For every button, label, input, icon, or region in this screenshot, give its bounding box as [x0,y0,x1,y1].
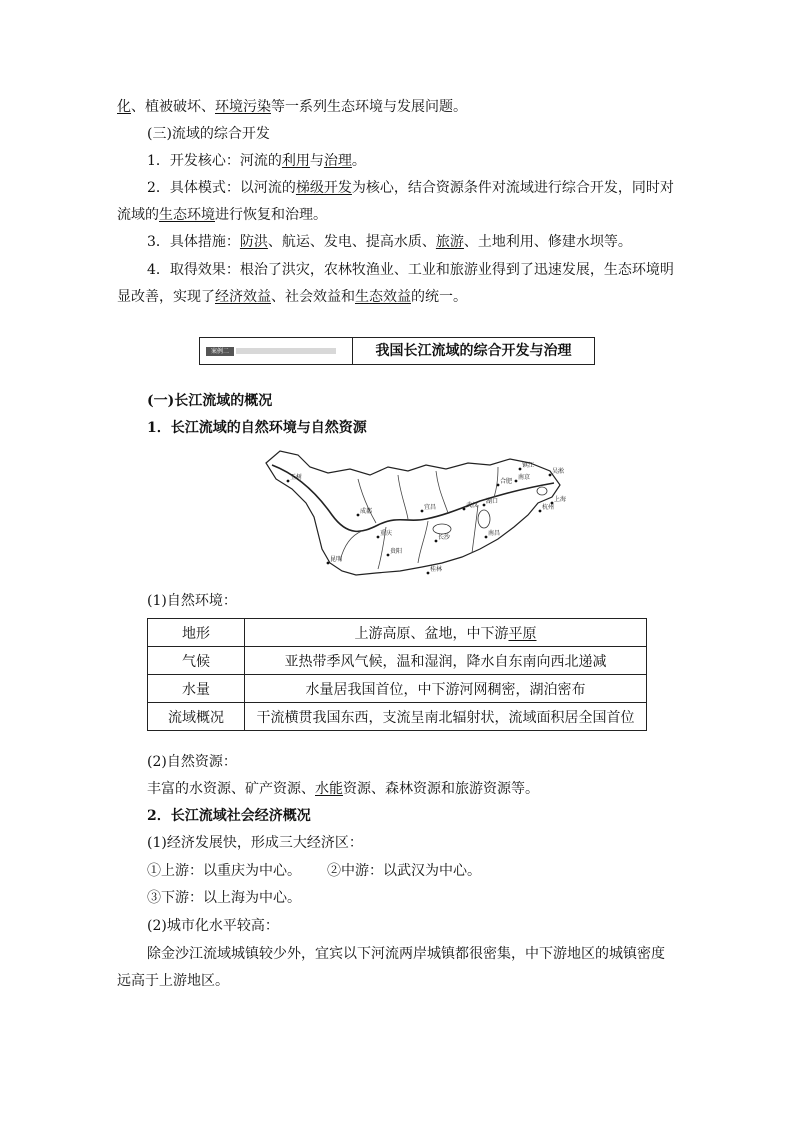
city-label: 湖口 [486,498,499,505]
table-row [148,647,647,675]
overview-sub2: 2．长江流域社会经济概况 [147,808,311,824]
city-dot [519,468,522,471]
text-underlined: 平原 [508,625,537,642]
tributary-8 [494,467,498,497]
table-key-cell: 地形 [148,619,245,647]
city-label: 宜昌 [424,504,437,511]
text-underlined: 旅游 [435,234,464,250]
text: 、土地利用、修建水坝等。 [463,234,632,250]
text: 3．具体措施： [147,234,240,250]
city-label: 南昌 [488,530,501,537]
yangtze-basin-map [258,445,568,581]
tributary-5 [472,505,478,553]
city-label: 武汉 [466,502,479,509]
city-dot [435,540,438,543]
text: 亚热带季风气候，温和湿润，降水自东南向西北递减 [284,653,607,670]
case-chip: 案例二 [206,347,234,356]
item-3 [147,232,632,252]
city-dot [421,510,424,513]
text: 进行恢复和治理。 [215,207,327,223]
tributary-3 [436,471,448,513]
econ-row [147,861,481,881]
resources-label: (2)自然资源： [147,754,237,770]
text-underlined: 生态效益 [355,289,411,305]
text: 流域的 [117,207,159,223]
city-dot [377,536,380,539]
text-underlined: 梯级开发 [295,180,352,196]
environment-table [147,618,647,731]
city-dot [497,484,500,487]
city-label: 贵阳 [390,548,403,555]
table-key-cell: 水量 [148,675,245,703]
text: 干流横贯我国东西，支流呈南北辐射状，流域面积居全国首位 [256,709,635,726]
tributary-1 [358,479,376,523]
city-dot [357,514,360,517]
decorative-bar [236,348,336,354]
city-label: 昆明 [330,556,343,563]
urban-text-line2: 远高于上游地区。 [117,973,229,989]
item-4-line1: 4．取得效果：根治了洪灾，农林牧渔业、工业和旅游业得到了迅速发展，生态环境明 [147,262,674,278]
econ-label: (1)经济发展快，形成三大经济区： [147,835,363,851]
city-dot [463,508,466,511]
table-key-cell: 流域概况 [148,703,245,731]
text: 等一系列生态环境与发展问题。 [271,99,467,115]
city-dot [539,510,542,513]
lake-tai [537,487,547,495]
table-row [148,675,647,703]
text: 水量居我国首位，中下游河网稠密，湖泊密布 [305,681,586,698]
text: 、植被破坏、 [131,99,215,115]
text: 显改善，实现了 [117,289,215,305]
text: 1．开发核心：河流的 [147,153,282,169]
city-label: 镇江 [522,462,535,469]
city-dot [515,480,518,483]
table-value-cell [245,675,647,703]
city-label: 合肥 [500,478,513,485]
city-label: 桂林 [430,566,443,573]
overview-heading: (一)长江流域的概况 [147,393,273,409]
text: 上游高原、盆地，中下游 [354,625,509,642]
table-value-cell [245,619,647,647]
city-dot [327,562,330,565]
city-label: 南京 [518,474,531,481]
text-underlined: 环境污染 [215,99,271,115]
text: 资源、森林资源和旅游资源等。 [343,781,539,797]
table-value-cell [245,703,647,731]
text: 、航运、发电、提高水质、 [267,234,436,250]
text: 与 [309,153,324,169]
basin-outline [266,451,560,575]
text: 2．具体模式：以河流的 [147,180,296,196]
item-4-line2 [117,287,467,307]
text: 。 [351,153,366,169]
city-dot [287,480,290,483]
environment-table-body [148,619,647,731]
section-heading: (三)流域的综合开发 [147,126,270,142]
resources-text [147,779,539,799]
text: 为核心，结合资源条件对流域进行综合开发，同时对 [351,180,674,196]
city-label: 上海 [554,496,567,503]
city-dot [387,554,390,557]
tributary-4 [418,521,428,563]
urban-text-line1: 除金沙江流域城镇较少外，宜宾以下河流两岸城镇都很密集，中下游地区的城镇密度 [147,946,665,962]
lake-poyang [478,510,490,528]
text-underlined: 利用 [281,153,310,169]
text: 的统一。 [411,289,467,305]
item-1 [147,151,366,171]
nature-env-label: (1)自然环境： [147,593,237,609]
overview-sub1: 1．长江流域的自然环境与自然资源 [147,420,367,436]
case-title: 我国长江流域的综合开发与治理 [375,343,572,359]
text-underlined: 生态环境 [159,207,215,223]
case-tag [200,338,353,364]
text-underlined: 治理 [323,153,352,169]
text-underlined: 水能 [315,781,343,797]
econ-upstream: ①上游：以重庆为中心。 [147,863,301,879]
table-key-cell: 气候 [148,647,245,675]
city-dot [485,536,488,539]
city-dot [549,474,552,477]
text: 丰富的水资源、矿产资源、 [147,781,315,797]
intro-line [117,97,467,117]
text-underlined: 防洪 [239,234,268,250]
city-label: 成都 [360,508,373,515]
city-dot [483,504,486,507]
table-value-cell [245,647,647,675]
tributary-2 [398,475,408,519]
city-label: 吴淞 [552,468,565,475]
text-underlined: 化 [117,99,131,115]
tributary-7 [340,531,362,561]
city-dot [427,572,430,575]
city-label: 杭州 [542,504,555,511]
econ-downstream: ③下游：以上海为中心。 [147,890,301,906]
urban-label: (2)城市化水平较高： [147,918,279,934]
lake-dongting [433,524,451,534]
table-row [148,619,647,647]
case-banner [199,337,595,365]
yangtze-mainstream [272,465,554,531]
table-row [148,703,647,731]
city-label: 长沙 [438,534,451,541]
text: 、社会效益和 [271,289,355,305]
item-2-line2 [117,205,327,225]
econ-midstream: ②中游：以武汉为中心。 [327,863,481,879]
city-label: 重庆 [380,530,393,537]
item-2-line1 [147,178,674,198]
city-label: 玉树 [290,474,303,481]
text-underlined: 经济效益 [215,289,271,305]
